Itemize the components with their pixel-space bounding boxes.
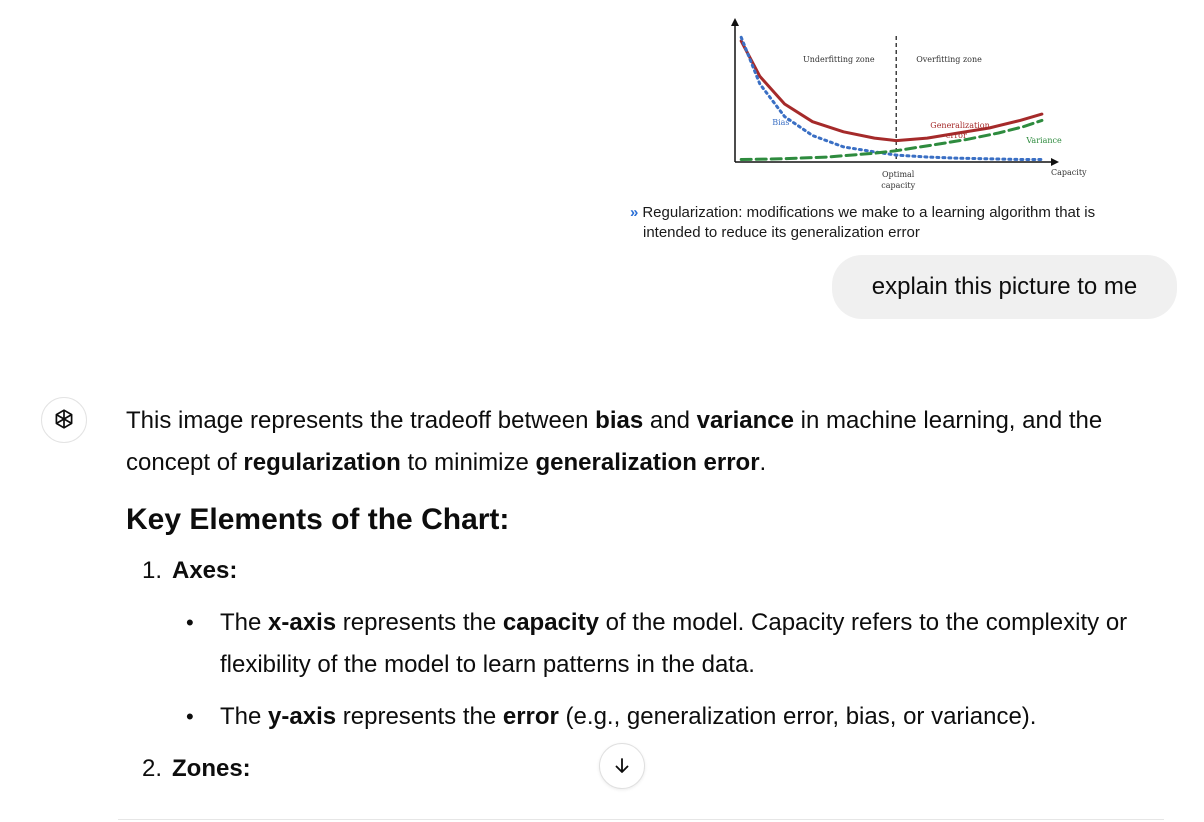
generalization-label-2: error [945,131,967,140]
x-axis-label: Capacity [1051,168,1087,177]
list-item-axes: 1. Axes: [141,557,238,584]
generalization-label-1: Generalization [930,121,990,130]
bias-label: Bias [772,118,790,127]
caption-line-1: Regularization: modifications we make to a learning algorithm that is [642,204,1096,221]
caption-line-2: intended to reduce its generalization error [643,224,920,241]
composer-divider [118,819,1164,820]
zone-label-underfitting: Underfitting zone [803,55,875,64]
axes-bullets [126,602,1176,738]
intro-paragraph: This image represents the tradeoff between bias and variance in machine learning, and the concept of regularization to minimize generalization error. [126,407,1103,476]
double-chevron-right-icon: » [630,204,639,221]
section-heading: Key Elements of the Chart: [126,503,510,536]
x-axis-arrow [1051,158,1059,166]
optimal-label-2: capacity [881,181,916,190]
assistant-response [126,400,1176,790]
list-item-zones: 2. Zones: [141,755,251,782]
zone-label-overfitting: Overfitting zone [916,55,982,64]
bias-variance-chart [620,10,1180,205]
scroll-to-bottom-button[interactable] [599,743,645,789]
bullet-x-axis: • The x-axis represents the capacity of the model. Capacity refers to the complexity or flexibility of the model to learn patterns in the data. [186,609,1128,678]
bullet-y-axis: • The y-axis represents the error (e.g., generalization error, bias, or variance). [186,703,1037,730]
arrow-down-icon [612,756,632,776]
user-message-bubble [832,255,1177,319]
y-axis-arrow [731,18,739,26]
image-caption [630,203,1175,243]
optimal-label-1: Optimal [882,170,915,179]
user-message-text: explain this picture to me [871,273,1138,300]
openai-logo-icon [41,397,87,443]
variance-label: Variance [1026,136,1062,145]
